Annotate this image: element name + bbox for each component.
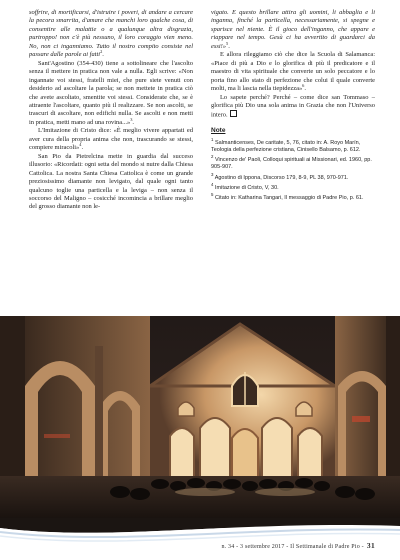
paragraph: San Pio da Pietrelcina mette in guardia dal succeso illusorio: «Ricordati: ogni setta del mondo si nutre dalla Chiesa Cattolica. La nostra Santa Chiesa Cattolica è come un grande preziosissimo diamante non levigato, dal quale ogni tanto qualcuno toglie una particella e la leviga – non senza il soccorso del Maligno – cosicché incomincia a brillare meglio del grosso diamante non le- bbox=[29, 152, 193, 211]
end-of-article-icon bbox=[230, 110, 237, 117]
footnote-ref[interactable]: 4 bbox=[79, 142, 82, 148]
paragraph: vigato. E questo brillare attira gli uomini, li abbaglia e li inganna, finché la particella, necessariamente, si spegne e sparisce nel niente. È il gioco dell'inganno, che appare e riappare nel tempo. Gesù ci ha avvertito di guardarci da essi!»$^5$. bbox=[211, 9, 375, 50]
page-number: 31 bbox=[366, 541, 375, 550]
footnote-item: $^2$ Vincenzo de' Paoli, Colloqui spirituali ai Missionari, ed. 1960, pp. 905-907. bbox=[211, 154, 372, 171]
article-body bbox=[29, 9, 375, 309]
right-column bbox=[211, 9, 375, 309]
footer-wave-decoration bbox=[0, 518, 400, 560]
footnotes-list bbox=[211, 137, 375, 202]
paragraph: Sant'Agostino (354-430) tiene a sottolineare che l'ascolto senza il mettere in pratica non vale a nulla. Egli scrive: «Non ingannate voi stessi, fratelli miei, che pure siete venuti con desiderio ad ascoltare la parola; se non mettete in pratica ciò che avete ascoltato, smentite voi stessi. Considerate che, se è attraente l'ascoltare, quanto più il realizzare. Se non ascolti, se trascuri di ascoltare, non edifichi nulla. Se ascolti e non metti in pratica, metti mano ad una rovina...»$^3$. bbox=[29, 59, 193, 126]
paragraph: soffrire, di mortificarsi, d'istruire i poveri, di andare a cercare la pecora smarrita, d'amare che manchi loro qualche cosa, di consentire alle malattie o a qualunque altra disgrazia, purtroppo! non c'è più nessuno, il loro coraggio vien meno. No, non ci inganniamo. Tutto il nostro compito consiste nel passare dalle parole ai fatti$^2$. bbox=[29, 9, 193, 59]
paragraph: Lo sapete perché? Perché – come dice san Tommaso – glorifica più Dio una sola anima in Grazia che non l'Universo intero. bbox=[211, 93, 375, 119]
footnote-ref[interactable]: 2 bbox=[100, 49, 103, 55]
paragraph: E allora rileggiamo ciò che dice la Scuola di Salamanca: «Piace di più a Dio e lo glorifica di più il predicatore e il maestro di vita spirituale che converte un solo peccatore e lo porta fino allo stato di perfezione che colui il quale converte molti, ma li lascia nella tiepidezza»$^6$. bbox=[211, 51, 375, 93]
footnote-item: $^5$ Citato in: Katharina Tangari, Il messaggio di Padre Pio, p. 61. bbox=[211, 192, 364, 202]
footnote-item: $^3$ Agostino di Ippona, Discorso 179, 8-9, PL 38, 970-971. bbox=[211, 171, 349, 181]
paragraph: L'Imitazione di Cristo dice: «È meglio vivere appartati ed aver cura della propria anima che non, trascurando se stessi, compiere miracoli»$^4$. bbox=[29, 127, 193, 152]
footer-issue-line: n. 34 - 3 settembre 2017 - Il Settimanale di Padre Pio - 31 bbox=[221, 541, 375, 550]
page-footer bbox=[0, 518, 400, 560]
footnote-ref[interactable]: 6 bbox=[302, 82, 305, 88]
footnote-item: $^1$ Salmanticenses, De caritate, 5, 76, citato in: A. Royo Marín, Teologia della perfezione cristiana, Cinisello Balsamo, p. 612. bbox=[211, 137, 361, 154]
notes-heading: Note bbox=[211, 127, 226, 135]
footnote-ref[interactable]: 5 bbox=[226, 40, 229, 46]
church-interior-photo bbox=[0, 316, 400, 528]
footnote-item: $^4$ Imitazione di Cristo, V, 30. bbox=[211, 182, 279, 191]
footnote-ref[interactable]: 3 bbox=[130, 116, 133, 122]
left-column bbox=[29, 9, 193, 309]
